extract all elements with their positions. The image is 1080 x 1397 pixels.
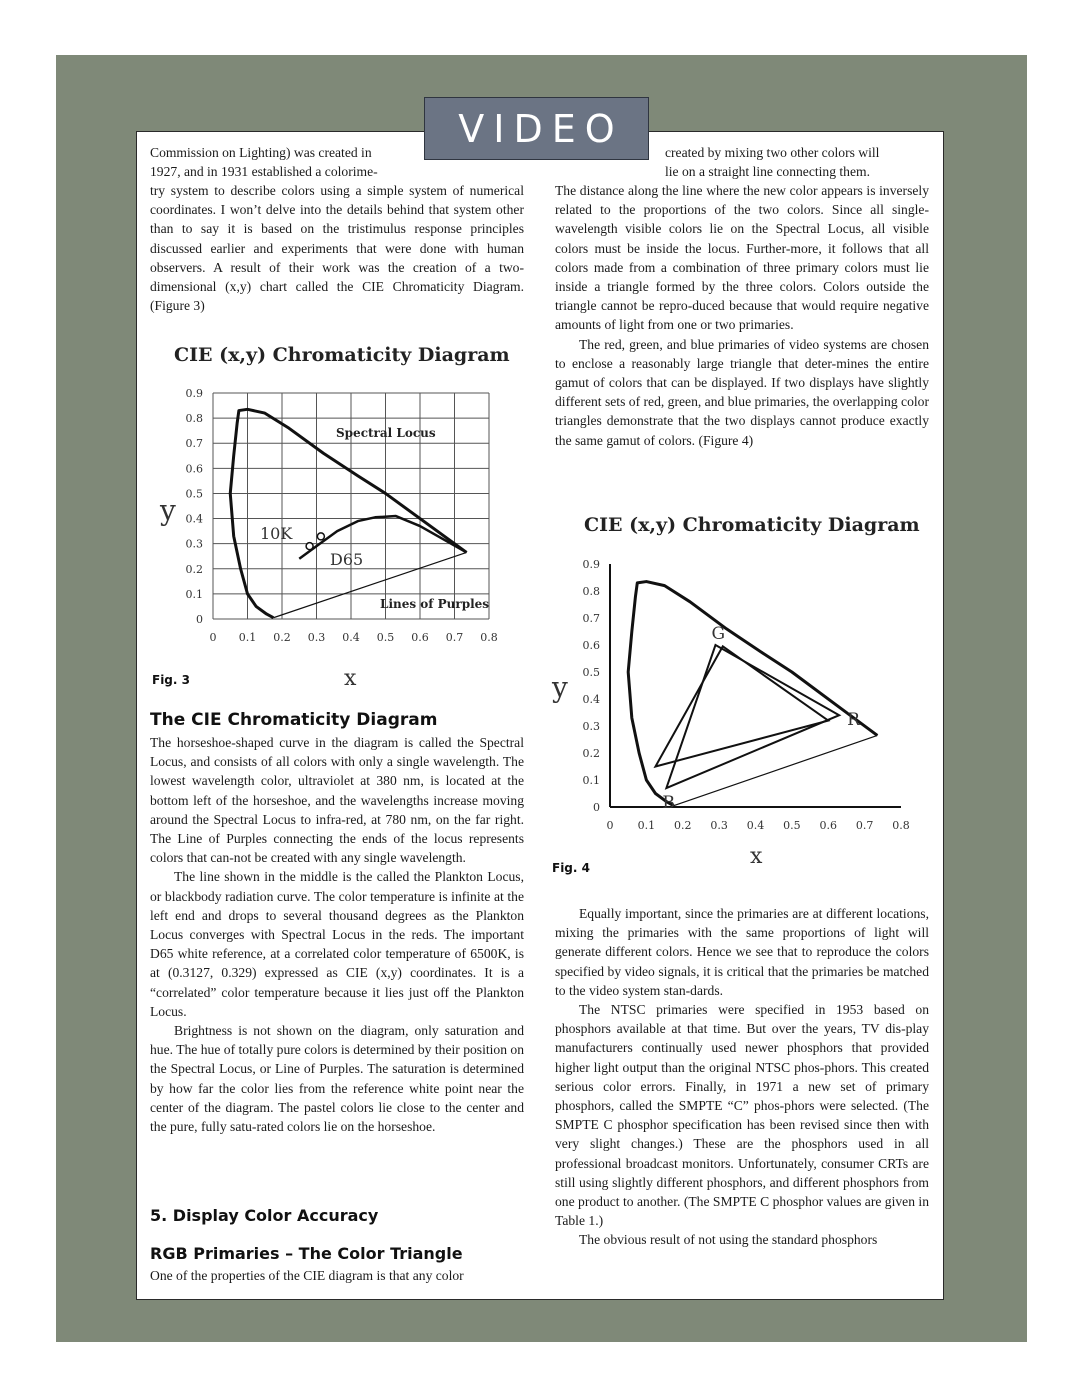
paragraph-equally-important: Equally important, since the primaries are at different locations, mixing the primaries with the same proportions of light will generate different colors. Hence we see that to reproduce the colors specified by video signals, it is critical that the primaries be matched to the video system stan-dards.	[555, 906, 929, 998]
line-of-purples	[674, 735, 878, 805]
y-tick-label: 0.5	[185, 487, 203, 501]
label-spectral-locus: Spectral Locus	[336, 426, 436, 440]
x-tick-label: 0.6	[819, 819, 837, 832]
paragraph-ntsc: The NTSC primaries were specified in 1953 based on phosphors available at that time. But over the years, TV dis-play manufacturers continually used newer phosphors that provided higher light output than the original NTSC phos-phors. This created serious color errors. Finally, in 1971 a new set of primary phosphors, called the SMPTE “C” phos-phors were selected. (The SMPTE C phosphor specification has been revised since then with very slight changes.) These are the phosphors used in all professional broadcast monitors. Unfortunately, consumer CRTs are still using slightly different phosphors, and different phosphors from one product to another. (The SMPTE C phosphor values are given in Table 1.)	[555, 1002, 929, 1229]
y-tick-label: 0.7	[185, 437, 203, 451]
x-tick-label: 0.2	[674, 819, 692, 832]
y-tick-label: 0.3	[582, 720, 600, 733]
label-d65: D65	[330, 550, 364, 569]
y-tick-label: 0.9	[582, 558, 600, 571]
y-tick-label: 0.2	[582, 747, 600, 760]
point-10k	[306, 543, 313, 550]
x-tick-label: 0.8	[480, 631, 498, 644]
chart-title: CIE (x,y) Chromaticity Diagram	[174, 344, 510, 366]
x-tick-label: 0.8	[892, 819, 910, 832]
figure-4-chart	[548, 505, 928, 870]
section-tab-label: VIDEO	[458, 107, 624, 151]
x-tick-label: 0.5	[376, 631, 395, 644]
y-tick-label: 0.6	[582, 639, 600, 652]
left-intro-paragraph: try system to describe colors using a simple system of numerical coordinates. I won’t delve into the details behind that system other than to say it is based on the tristimulus response principles discussed earlier and experiments that were done with human observers. A result of their work was the creation of a two-dimensional (x,y) chart called the CIE Chromaticity Diagram. (Figure 3)	[150, 183, 524, 314]
y-tick-label: 0.5	[582, 666, 600, 679]
y-tick-label: 0.2	[185, 562, 203, 576]
left-intro-line1: Commission on Lighting) was created in	[150, 145, 372, 160]
y-tick-label: 0.1	[185, 587, 203, 601]
y-tick-label: 0.1	[582, 774, 600, 787]
x-tick-label: 0.3	[307, 631, 326, 644]
x-axis-label: x	[750, 844, 763, 869]
x-tick-label: 0.6	[411, 631, 429, 644]
figure-4-caption: Fig. 4	[552, 861, 590, 875]
gamut-triangle-2	[655, 646, 828, 766]
x-tick-label: 0.4	[342, 631, 360, 644]
paragraph-primaries: The red, green, and blue primaries of video systems are chosen to enclose a reasonably large triangle that deter-mines the entire gamut of colors that can be displayed. If two displays have slightly different sets of red, green, and blue primaries, the overlapping color triangles demonstrate that the two displays cannot produce exactly the same gamut of colors. (Figure 4)	[555, 336, 929, 448]
paragraph-spectral-locus: The horseshoe-shaped curve in the diagram is called the Spectral Locus, and consists of all colors with only a single wavelength. The lowest wavelength color, ultraviolet at 380 nm, is located at the bottom left of the horseshoe, and the wavelengths increase moving around the Spectral Locus to infra-red, at 780 nm, on the far right. The Line of Purples connecting the ends of the locus represents colors that can-not be created with any single wavelength.	[150, 735, 524, 866]
x-tick-label: 0.1	[637, 819, 656, 832]
x-tick-label: 0.3	[710, 819, 728, 832]
figure-3-caption: Fig. 3	[152, 673, 190, 687]
x-tick-label: 0	[209, 631, 217, 644]
x-axis-label: x	[344, 666, 357, 690]
spectral-locus-curve	[628, 582, 877, 806]
y-tick-label: 0.4	[185, 512, 203, 526]
x-tick-label: 0.7	[855, 819, 874, 832]
y-axis-label: y	[160, 494, 176, 527]
y-tick-label: 0.8	[185, 412, 203, 426]
y-tick-label: 0.8	[582, 585, 600, 598]
figure-3-chart	[150, 335, 530, 690]
y-axis-label: y	[552, 671, 568, 704]
x-tick-label: 0	[606, 819, 614, 832]
point-d65	[317, 533, 324, 540]
label-green-primary: G	[711, 624, 726, 644]
y-tick-label: 0.3	[185, 537, 203, 551]
section-title-cie: The CIE Chromaticity Diagram	[150, 710, 438, 730]
y-tick-label: 0.4	[582, 693, 600, 706]
right-paragraphs-top	[555, 181, 929, 450]
y-tick-label: 0	[593, 801, 600, 814]
heading-rgb-primaries: RGB Primaries – The Color Triangle	[150, 1244, 463, 1263]
right-intro-line2: lie on a straight line connecting them.	[665, 164, 870, 179]
spectral-locus-curve	[230, 409, 466, 617]
label-red-primary: R	[847, 710, 860, 731]
label-lines-of-purples: Lines of Purples	[380, 597, 490, 611]
left-paragraph-1	[150, 733, 524, 1136]
x-tick-label: 0.5	[783, 819, 801, 832]
y-tick-label: 0.6	[185, 462, 203, 476]
heading-display-color-accuracy: 5. Display Color Accuracy	[150, 1206, 379, 1225]
paragraph-brightness: Brightness is not shown on the diagram, only saturation and hue. The hue of totally pure colors is determined by their position on the Spectral Locus, or Line of Purples. The saturation is determined by how far the color lies from the reference white point near the center of the diagram. The pastel colors lie close to the center and the pure, fully satu-rated colors lie on the horseshoe.	[150, 1023, 524, 1135]
x-tick-label: 0.4	[746, 819, 765, 832]
paragraph-distance: The distance along the line where the new color appears is inversely related to the proportions of the two colors. Since all single-wavelength visible colors lie on the Spectral Locus, all visible colors must be inside the locus. Further-more, it follows that all colors made from a combination of three primary colors must lie inside a triangle formed by the three colors. Colors outside the triangle cannot be repro-duced because that would require negative amounts of light from one or two primaries.	[555, 183, 929, 333]
right-paragraphs-bottom	[555, 904, 929, 1250]
paragraph-obvious-result: The obvious result of not using the standard phosphors	[579, 1232, 878, 1248]
paragraph-plankton-locus: The line shown in the middle is the called the Plankton Locus, or blackbody radiation curve. The color temperature is infinite at the left end and drops to several thousand degrees as the Plankton Locus converges with Spectral Locus in the reds. The important D65 white reference, at a correlated color temperature of 6500K, is at (0.3127, 0.329) expressed as CIE (x,y) coordinates. It is a “correlated” color temperature because it lies just off the Plankton Locus.	[150, 869, 524, 1019]
chart-title: CIE (x,y) Chromaticity Diagram	[584, 514, 920, 536]
left-intro-line2: 1927, and in 1931 established a colorime-	[150, 164, 378, 179]
left-final-line: One of the properties of the CIE diagram is that any color	[150, 1268, 464, 1283]
label-blue-primary: B	[662, 793, 675, 814]
y-tick-label: 0	[196, 613, 203, 626]
right-intro-line1: created by mixing two other colors will	[665, 145, 880, 160]
section-tab	[424, 97, 649, 160]
x-tick-label: 0.7	[445, 631, 464, 644]
y-tick-label: 0.9	[185, 387, 203, 400]
x-tick-label: 0.1	[238, 631, 257, 644]
x-tick-label: 0.2	[273, 631, 291, 644]
y-tick-label: 0.7	[582, 612, 600, 625]
label-10k: 10K	[260, 524, 293, 543]
